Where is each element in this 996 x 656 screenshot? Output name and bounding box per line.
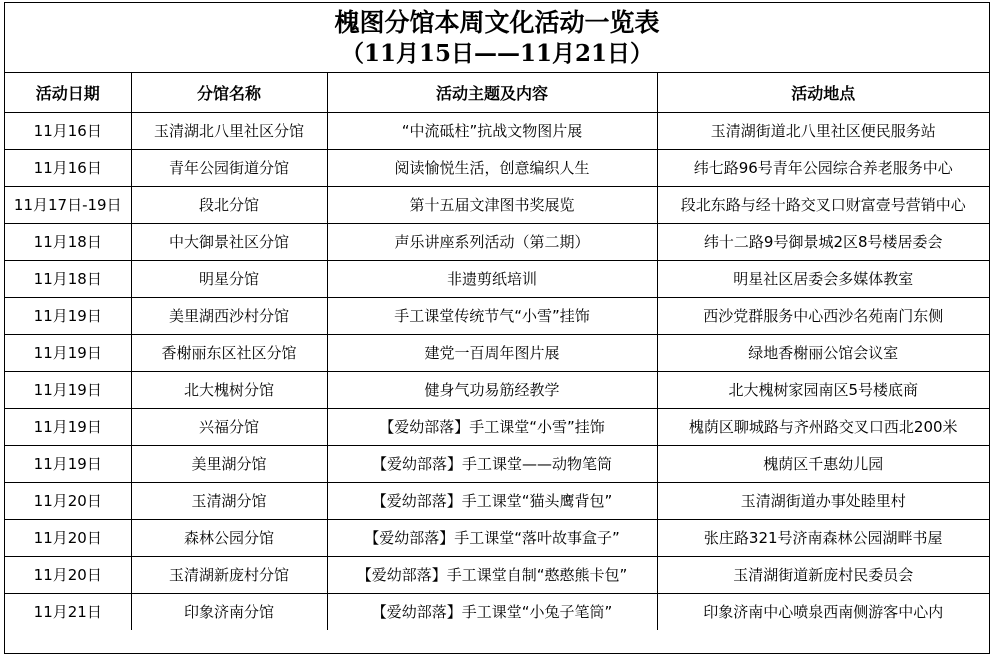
cell-date: 11月18日: [5, 260, 131, 297]
cell-date: 11月17日-19日: [5, 186, 131, 223]
table-row: [5, 556, 989, 593]
table-row: [5, 482, 989, 519]
page-title: 槐图分馆本周文化活动一览表: [334, 8, 660, 37]
table-row: [5, 223, 989, 260]
cell-branch: 北大槐树分馆: [131, 371, 327, 408]
cell-branch: 明星分馆: [131, 260, 327, 297]
cell-place: 纬七路96号青年公园综合养老服务中心: [657, 149, 989, 186]
cell-date: 11月20日: [5, 556, 131, 593]
cell-place: 玉清湖街道北八里社区便民服务站: [657, 112, 989, 149]
table-row: [5, 149, 989, 186]
cell-branch: 段北分馆: [131, 186, 327, 223]
cell-branch: 兴福分馆: [131, 408, 327, 445]
cell-theme: 建党一百周年图片展: [327, 334, 657, 371]
table-row: [5, 408, 989, 445]
cell-theme: 【爱幼部落】手工课堂自制“憨憨熊卡包”: [327, 556, 657, 593]
cell-date: 11月19日: [5, 334, 131, 371]
cell-place: 纬十二路9号御景城2区8号楼居委会: [657, 223, 989, 260]
cell-date: 11月16日: [5, 112, 131, 149]
cell-date: 11月19日: [5, 408, 131, 445]
cell-date: 11月18日: [5, 223, 131, 260]
cell-theme: 【爱幼部落】手工课堂——动物笔筒: [327, 445, 657, 482]
cell-theme: 【爱幼部落】手工课堂“落叶故事盒子”: [327, 519, 657, 556]
table-header-row: [5, 73, 989, 112]
table-row: [5, 593, 989, 630]
cell-branch: 玉清湖北八里社区分馆: [131, 112, 327, 149]
page-subtitle: （11月15日——11月21日）: [340, 40, 654, 67]
cell-place: 西沙党群服务中心西沙名苑南门东侧: [657, 297, 989, 334]
cell-branch: 玉清湖新庞村分馆: [131, 556, 327, 593]
cell-branch: 香榭丽东区社区分馆: [131, 334, 327, 371]
cell-place: 玉清湖街道办事处睦里村: [657, 482, 989, 519]
table-row: [5, 519, 989, 556]
cell-place: 段北东路与经十路交叉口财富壹号营销中心: [657, 186, 989, 223]
schedule-sheet: [4, 2, 990, 654]
header-branch: 分馆名称: [131, 73, 327, 112]
cell-theme: 非遗剪纸培训: [327, 260, 657, 297]
cell-theme: 【爱幼部落】手工课堂“猫头鹰背包”: [327, 482, 657, 519]
cell-date: 11月19日: [5, 297, 131, 334]
cell-branch: 印象济南分馆: [131, 593, 327, 630]
header-date: 活动日期: [5, 73, 131, 112]
cell-theme: 声乐讲座系列活动（第二期）: [327, 223, 657, 260]
cell-theme: 【爱幼部落】手工课堂“小雪”挂饰: [327, 408, 657, 445]
table-row: [5, 371, 989, 408]
table-body: [5, 112, 989, 630]
cell-date: 11月20日: [5, 482, 131, 519]
cell-branch: 森林公园分馆: [131, 519, 327, 556]
cell-date: 11月19日: [5, 371, 131, 408]
table-row: [5, 334, 989, 371]
cell-date: 11月20日: [5, 519, 131, 556]
table-row: [5, 186, 989, 223]
header-place: 活动地点: [657, 73, 989, 112]
activity-table: [5, 73, 989, 630]
cell-place: 明星社区居委会多媒体教室: [657, 260, 989, 297]
cell-place: 张庄路321号济南森林公园湖畔书屋: [657, 519, 989, 556]
header-theme: 活动主题及内容: [327, 73, 657, 112]
cell-place: 印象济南中心喷泉西南侧游客中心内: [657, 593, 989, 630]
cell-theme: 第十五届文津图书奖展览: [327, 186, 657, 223]
cell-theme: 手工课堂传统节气“小雪”挂饰: [327, 297, 657, 334]
cell-branch: 美里湖分馆: [131, 445, 327, 482]
cell-branch: 美里湖西沙村分馆: [131, 297, 327, 334]
cell-date: 11月19日: [5, 445, 131, 482]
cell-branch: 玉清湖分馆: [131, 482, 327, 519]
cell-place: 槐荫区千惠幼儿园: [657, 445, 989, 482]
cell-branch: 青年公园街道分馆: [131, 149, 327, 186]
cell-place: 玉清湖街道新庞村民委员会: [657, 556, 989, 593]
cell-place: 北大槐树家园南区5号楼底商: [657, 371, 989, 408]
cell-theme: 健身气功易筋经教学: [327, 371, 657, 408]
title-block: [5, 3, 989, 73]
table-row: [5, 297, 989, 334]
cell-theme: “中流砥柱”抗战文物图片展: [327, 112, 657, 149]
cell-theme: 阅读愉悦生活，创意编织人生: [327, 149, 657, 186]
cell-place: 槐荫区聊城路与齐州路交叉口西北200米: [657, 408, 989, 445]
table-row: [5, 445, 989, 482]
cell-theme: 【爱幼部落】手工课堂“小兔子笔筒”: [327, 593, 657, 630]
cell-date: 11月21日: [5, 593, 131, 630]
cell-branch: 中大御景社区分馆: [131, 223, 327, 260]
table-row: [5, 260, 989, 297]
cell-date: 11月16日: [5, 149, 131, 186]
cell-place: 绿地香榭丽公馆会议室: [657, 334, 989, 371]
table-row: [5, 112, 989, 149]
